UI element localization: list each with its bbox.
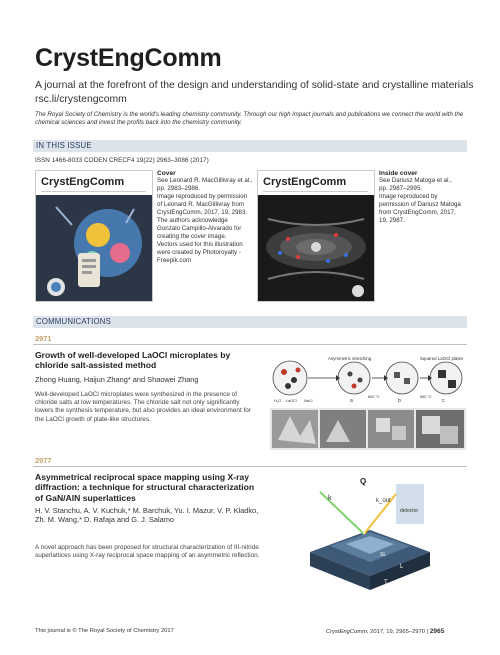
journal-subtitle: A journal at the forefront of the design and understanding of solid-state and crystalline materials (35, 80, 474, 91)
communications-label: COMMUNICATIONS (36, 317, 111, 326)
figure-label: k_out (376, 498, 391, 504)
inside-cover-thumbnail[interactable] (257, 170, 375, 302)
inside-cover-artwork (258, 195, 374, 301)
article-separator (33, 344, 467, 345)
figure-label: LaOCl (286, 399, 297, 403)
inside-cover-line: from CrystEngComm, 2017, (379, 209, 456, 216)
inside-cover-info (379, 170, 474, 225)
cover-info (157, 170, 272, 265)
issn-line: ISSN 1466-8033 CODEN CRECF4 19(22) 2963–3086 (2017) (35, 157, 209, 164)
cover-line: See Leonard R. MacGillivray et al., (157, 177, 253, 184)
figure-label: 550 °C (420, 395, 432, 399)
figure-label: 600 °C (368, 395, 380, 399)
journal-title: CrystEngComm (35, 44, 222, 72)
figure-label: SL (380, 552, 387, 558)
figure-label: c (442, 398, 445, 404)
communications-band (33, 316, 467, 328)
cover-heading: Cover (157, 170, 176, 177)
article-separator (33, 466, 467, 467)
cover-line: Gonzalo Campillo-Alvarado for (157, 225, 242, 232)
cover-line: of Leonard R. MacGillivray from (157, 201, 244, 208)
inside-cover-line: See Dariusz Matoga et al., (379, 177, 452, 184)
article-page-number: 2977 (35, 456, 52, 465)
in-this-issue-band (33, 140, 467, 152)
inside-cover-line: pp. 2987–2995. (379, 185, 423, 192)
cover-thumb-title: CrystEngComm (41, 176, 125, 188)
figure-label: T (384, 580, 388, 586)
cover-line: were created by Photoroyalty - (157, 249, 241, 256)
footer-copyright: This journal is © The Royal Society of Chemistry 2017 (35, 628, 174, 634)
figure-label: b (398, 398, 401, 404)
cover-line: CrystEngComm, 2017, 19, 2983. (157, 209, 248, 216)
article-figure-laocl (270, 350, 466, 450)
figure-label: H₂O (274, 399, 282, 403)
article-title[interactable]: Asymmetrical reciprocal space mapping using X-ray diffraction: a technique for structural characterization of GaN/AlN superlattices (35, 472, 255, 503)
article-abstract: A novel approach has been proposed for structural characterization of III-nitride superlattices using X-ray reciprocal space mapping of an asymmetric reflection. (35, 544, 260, 560)
cover-line: Freepik.com (157, 257, 192, 264)
inside-cover-thumb-title: CrystEngComm (263, 176, 347, 188)
cover-thumbnail[interactable] (35, 170, 153, 302)
footer-page-number: 2965 (429, 628, 445, 635)
figure-label: k (328, 495, 332, 502)
article-authors: H. V. Stanchu, A. V. Kuchuk,* M. Barchuk, Yu. I. Mazur, V. P. Kladko, Zh. M. Wang,* D. Rafaja and G. J. Salamo (35, 506, 259, 525)
inside-cover-heading: Inside cover (379, 170, 418, 177)
figure-label: Asymmetric stretching (328, 356, 372, 361)
figure-label: a (350, 398, 353, 404)
article-authors: Zhong Huang, Haijun Zhang* and Shaowei Zhang (35, 375, 199, 384)
inside-cover-line: 19, 2987. (379, 217, 405, 224)
in-this-issue-label: IN THIS ISSUE (36, 141, 92, 150)
article-title[interactable]: Growth of well-developed LaOCl microplates by chloride salt-assisted method (35, 350, 231, 371)
cover-artwork (36, 195, 152, 301)
footer-citation-rest: , 2017, 19, 2965–2970 | (366, 629, 429, 635)
figure-label: Squared LaOCl plates (420, 356, 464, 361)
figure-label: L (400, 564, 404, 570)
cover-line: Image reproduced by permission (157, 193, 248, 200)
cover-line: pp. 2983–2986. (157, 185, 201, 192)
rsc-statement: The Royal Society of Chemistry is the world's leading chemistry community. Through our high impact journals and publications we connect the world with the chemical sciences and invest the profits back into the chemistry community. (35, 111, 464, 127)
inside-cover-line: Image reproduced by (379, 193, 438, 200)
article-figure-xrd (300, 472, 440, 598)
cover-line: The authors acknowledge (157, 217, 228, 224)
footer-citation (326, 628, 444, 635)
inside-cover-line: permission of Dariusz Matoga (379, 201, 461, 208)
cover-line: Vectors used for this illustration (157, 241, 243, 248)
article-page-number: 2971 (35, 334, 52, 343)
footer-journal: CrystEngComm (326, 629, 367, 635)
article-abstract: Well-developed LaOCl microplates were synthesized in the presence of chloride salts at low temperatures. The chloride salt not only significantly lowers the synthesis temperature, but also provides an ideal environment for the LaOCl growth of plate-like structures. (35, 391, 251, 423)
figure-label: NaCl (304, 399, 313, 403)
figure-label: detector (400, 508, 419, 514)
figure-label: Q (360, 477, 367, 486)
cover-line: creating the cover image. (157, 233, 227, 240)
journal-url[interactable]: rsc.li/crystengcomm (35, 94, 127, 105)
